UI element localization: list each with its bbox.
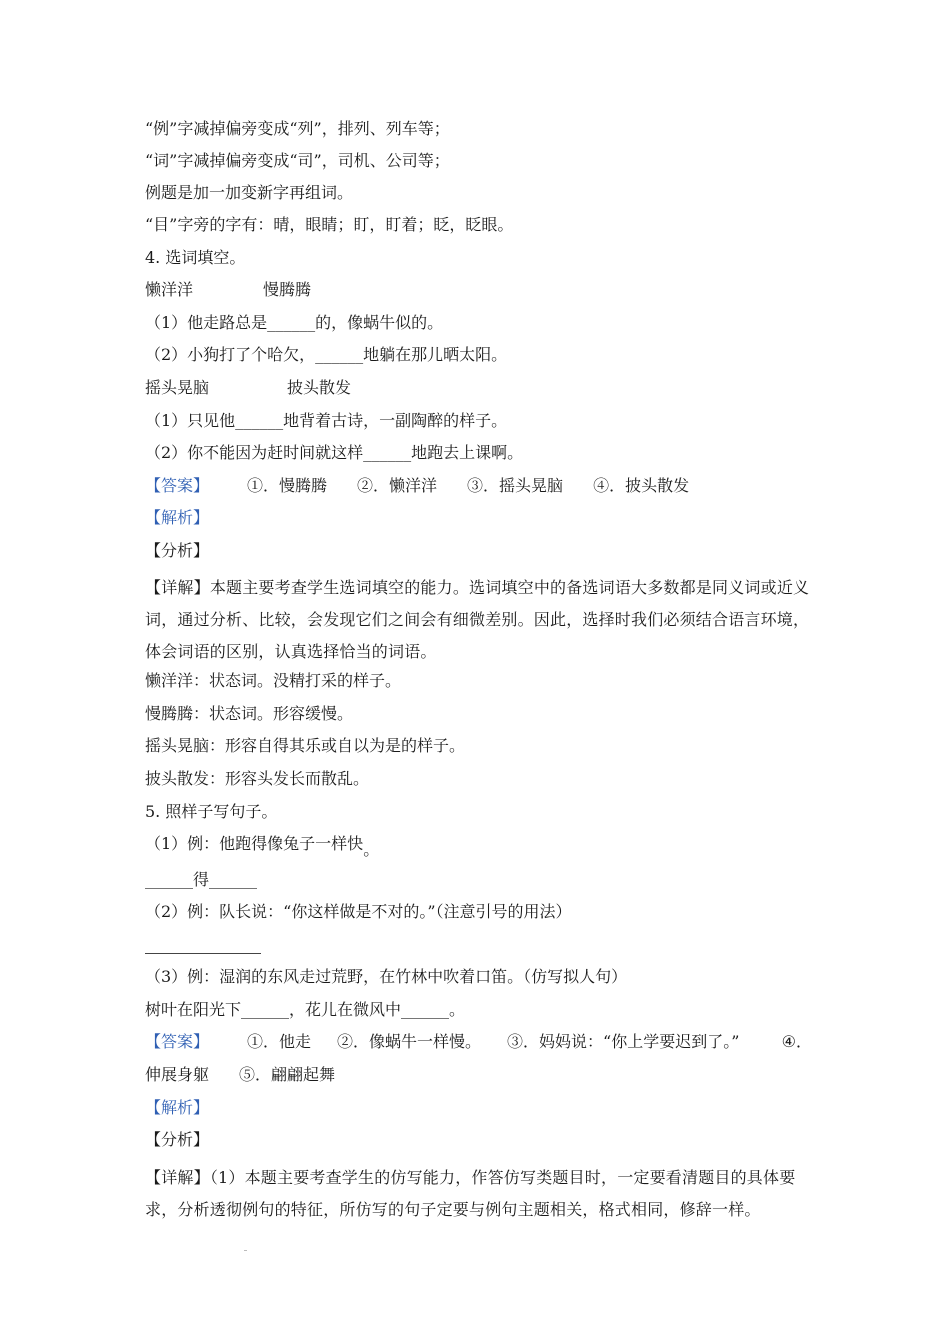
definition-line: 懒洋洋：状态词。没精打采的样子。 — [145, 671, 402, 690]
definition-line: 慢腾腾：状态词。形容缓慢。 — [145, 704, 354, 723]
text-line: “目”字旁的字有：晴，眼睛；盯，盯着；眨，眨眼。 — [145, 215, 514, 234]
answer-item: ③．妈妈说：“你上学要迟到了。” — [507, 1032, 740, 1051]
answer-item: ④．披头散发 — [593, 476, 690, 495]
answer-item: ③．摇头晃脑 — [467, 476, 564, 495]
example-sentence: （3）例：湿润的东风走过荒野，在竹林中吹着口笛。（仿写拟人句） — [145, 967, 628, 986]
word-options-1 — [145, 279, 812, 301]
word-option: 慢腾腾 — [263, 280, 312, 299]
detail-text: 本题主要考查学生选词填空的能力。选词填空中的备选词语大多数都是同义词或近义词，通过分析、比较，会发现它们之间会有细微差别。因此，选择时我们必须结合语言环境，体会词语的区别，认真选择恰当的词语。 — [145, 578, 810, 661]
detail-tag: 【详解】 — [145, 578, 210, 597]
definition-line: 摇头晃脑：形容自得其乐或自以为是的样子。 — [145, 736, 466, 755]
fill-sentence: （1）他走路总是______的，像蜗牛似的。 — [145, 313, 444, 332]
text-line: 例题是加一加变新字再组词。 — [145, 183, 354, 202]
answer-line — [145, 475, 812, 497]
text-line: “例”字减掉偏旁变成“列”，排列、列车等； — [145, 119, 450, 138]
analysis-tag: 【解析】 — [145, 508, 210, 527]
analysis-tag: 【解析】 — [145, 1098, 210, 1117]
example-sentence: （2）例：队长说：“你这样做是不对的。”（注意引号的用法） — [145, 902, 572, 921]
question-4-title: 4. 选词填空。 — [145, 248, 246, 267]
analysis-heading: 【分析】 — [145, 1130, 210, 1149]
analysis-heading: 【分析】 — [145, 541, 210, 560]
answer-item: 伸展身躯 — [145, 1065, 210, 1084]
answer-tag: 【答案】 — [145, 476, 210, 495]
example-blank: ______得______ — [145, 870, 258, 889]
answer-item: ②．像蜗牛一样慢。 — [337, 1032, 482, 1051]
fill-sentence: （1）只见他______地背着古诗，一副陶醉的样子。 — [145, 411, 508, 430]
answer-line — [145, 1031, 812, 1053]
example-blank: 树叶在阳光下______，花儿在微风中______。 — [145, 1000, 466, 1019]
footer-mark — [244, 1250, 247, 1251]
detail-tag: 【详解】 — [145, 1168, 210, 1187]
question-5-title: 5. 照样子写句子。 — [145, 802, 278, 821]
detail-paragraph — [145, 1162, 812, 1226]
detail-paragraph — [145, 572, 812, 668]
fill-sentence: （2）小狗打了个哈欠，______地躺在那儿晒太阳。 — [145, 345, 508, 364]
detail-text: （1）本题主要考查学生的仿写能力，作答仿写类题目时，一定要看清题目的具体要求，分析透彻例句的特征，所仿写的句子定要与例句主题相关，格式相同，修辞一样。 — [145, 1168, 796, 1219]
word-option: 懒洋洋 — [145, 280, 194, 299]
answer-item: ④． — [781, 1032, 812, 1051]
answer-item: ⑤．翩翩起舞 — [239, 1065, 336, 1084]
answer-item: ①．慢腾腾 — [247, 476, 328, 495]
answer-line-continued — [145, 1064, 812, 1086]
word-option: 披头散发 — [287, 378, 352, 397]
answer-tag: 【答案】 — [145, 1032, 210, 1051]
definition-line: 披头散发：形容头发长而散乱。 — [145, 769, 370, 788]
word-options-2 — [145, 377, 812, 399]
example-sentence: （1）例：他跑得像兔子一样快。 — [145, 834, 380, 859]
answer-item: ①．他走 — [247, 1032, 312, 1051]
answer-blank-line — [145, 953, 261, 954]
word-option: 摇头晃脑 — [145, 378, 210, 397]
fill-sentence: （2）你不能因为赶时间就这样______地跑去上课啊。 — [145, 443, 524, 462]
answer-item: ②．懒洋洋 — [357, 476, 438, 495]
text-line: “词”字减掉偏旁变成“司”，司机、公司等； — [145, 151, 450, 170]
